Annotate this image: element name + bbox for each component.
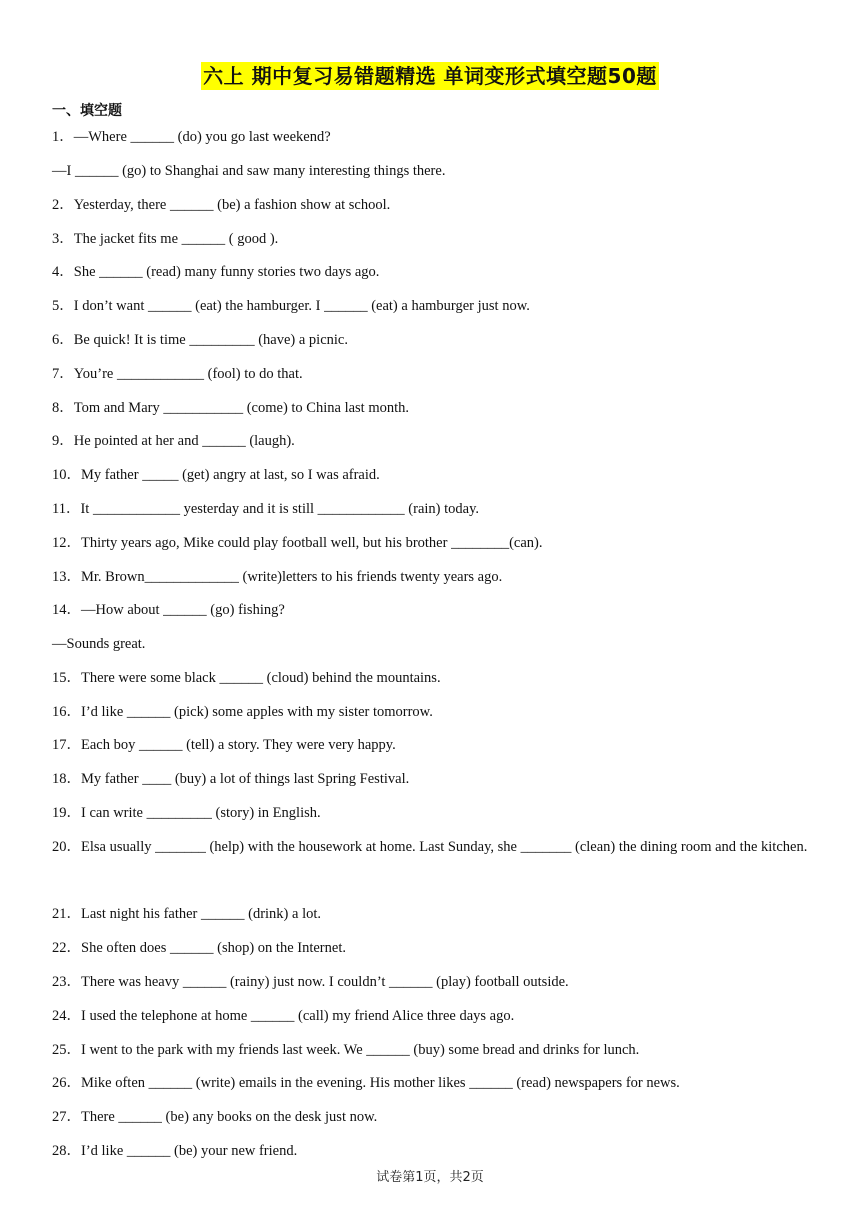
question-line: —I ______ (go) to Shanghai and saw many interesting things there. bbox=[52, 163, 446, 179]
question-line: 20．Elsa usually _______ (help) with the housework at home. Last Sunday, she _______ (clean) the dining room and the kitchen. bbox=[52, 839, 808, 855]
question-line: 15．There were some black ______ (cloud) behind the mountains. bbox=[52, 670, 441, 686]
question-line: 4．She ______ (read) many funny stories two days ago. bbox=[52, 264, 380, 280]
question-line: 3．The jacket fits me ______ ( good ). bbox=[52, 231, 279, 247]
question-line: 8．Tom and Mary ___________ (come) to China last month. bbox=[52, 400, 410, 416]
question-line: 12．Thirty years ago, Mike could play football well, but his brother ________(can). bbox=[52, 535, 543, 551]
question-line: 7．You’re ____________ (fool) to do that. bbox=[52, 366, 303, 382]
question-line: 25．I went to the park with my friends last week. We ______ (buy) some bread and drinks for lunch. bbox=[52, 1042, 640, 1058]
question-line: 23．There was heavy ______ (rainy) just now. I couldn’t ______ (play) football outside. bbox=[52, 974, 569, 990]
page-title-wrap bbox=[0, 60, 860, 89]
section-heading: 一、填空题 bbox=[52, 103, 122, 119]
question-line: 10．My father _____ (get) angry at last, so I was afraid. bbox=[52, 467, 380, 483]
question-line: 11．It ____________ yesterday and it is still ____________ (rain) today. bbox=[52, 501, 480, 517]
question-line: 26．Mike often ______ (write) emails in the evening. His mother likes ______ (read) newspapers for news. bbox=[52, 1075, 680, 1091]
question-line: 22．She often does ______ (shop) on the Internet. bbox=[52, 940, 346, 956]
question-line: 19．I can write _________ (story) in English. bbox=[52, 805, 321, 821]
question-line: 2．Yesterday, there ______ (be) a fashion show at school. bbox=[52, 197, 391, 213]
question-line: 9．He pointed at her and ______ (laugh). bbox=[52, 433, 295, 449]
question-line: 17．Each boy ______ (tell) a story. They were very happy. bbox=[52, 737, 396, 753]
question-line: 18．My father ____ (buy) a lot of things last Spring Festival. bbox=[52, 771, 410, 787]
question-line: 27．There ______ (be) any books on the desk just now. bbox=[52, 1109, 378, 1125]
question-line: 13．Mr. Brown_____________ (write)letters to his friends twenty years ago. bbox=[52, 569, 503, 585]
question-line: 6．Be quick! It is time _________ (have) a picnic. bbox=[52, 332, 348, 348]
question-line: 14．—How about ______ (go) fishing? bbox=[52, 602, 285, 618]
question-line: 24．I used the telephone at home ______ (call) my friend Alice three days ago. bbox=[52, 1008, 515, 1024]
question-line: 5．I don’t want ______ (eat) the hamburger. I ______ (eat) a hamburger just now. bbox=[52, 298, 530, 314]
question-line: 21．Last night his father ______ (drink) a lot. bbox=[52, 906, 322, 922]
question-line: 28．I’d like ______ (be) your new friend. bbox=[52, 1143, 298, 1159]
page-title: 六上 期中复习易错题精选 单词变形式填空题50题 bbox=[203, 64, 657, 88]
question-line: 16．I’d like ______ (pick) some apples with my sister tomorrow. bbox=[52, 704, 433, 720]
question-line: 1．—Where ______ (do) you go last weekend? bbox=[52, 129, 331, 145]
page-footer: 试卷第1页，共2页 bbox=[376, 1170, 484, 1185]
question-line: —Sounds great. bbox=[52, 636, 146, 652]
